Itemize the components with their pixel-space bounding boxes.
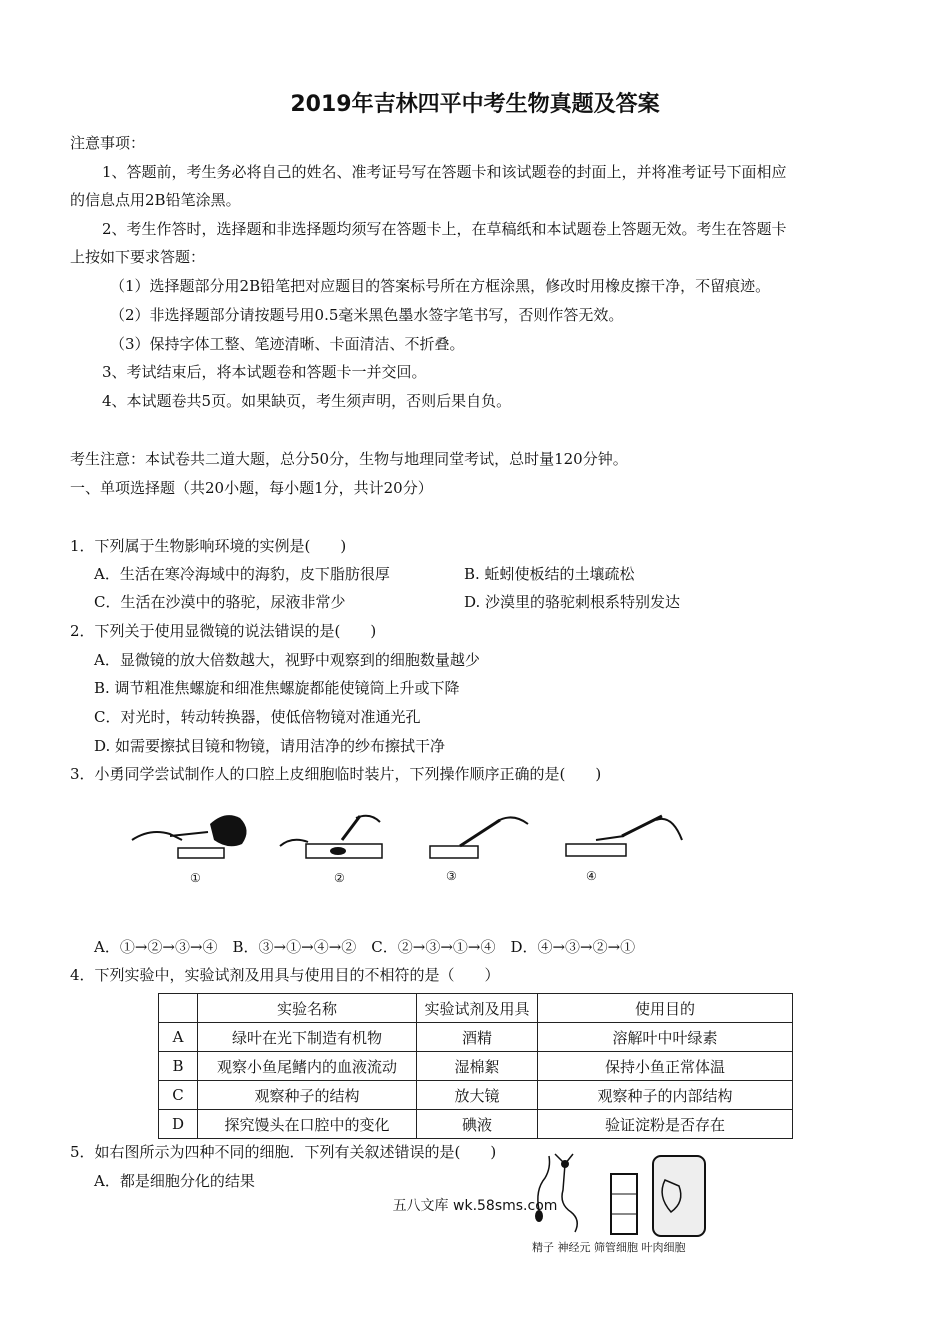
notice-sub3: （3）保持字体工整、笔迹清晰、卡面清洁、不折叠。	[110, 335, 465, 353]
notice-p1-line1: 1、答题前，考生务必将自己的姓名、准考证号写在答题卡和该试题卷的封面上，并将准考证号下面相应	[102, 163, 787, 181]
q5-option-a: A．都是细胞分化的结果	[94, 1172, 255, 1190]
notice-p1-line2: 的信息点用2B铅笔涂黑。	[70, 191, 241, 209]
hand-icon	[656, 819, 682, 840]
q3-label-2: ②	[334, 871, 345, 885]
q3-label-4: ④	[586, 869, 597, 883]
q2-option-d: D. 如需要擦拭目镜和物镜，请用洁净的纱布擦拭干净	[94, 737, 446, 755]
q1-stem: 1．下列属于生物影响环境的实例是( )	[70, 537, 347, 555]
q3-options: A．①→②→③→④ B．③→①→④→② C．②→③→①→④ D．④→③→②→①	[94, 938, 636, 956]
table-cell: 湿棉絮	[417, 1052, 538, 1081]
table-header-row	[159, 994, 793, 1023]
table-cell: 保持小鱼正常体温	[538, 1052, 793, 1081]
table-row	[159, 1023, 793, 1052]
q5-stem: 5．如右图所示为四种不同的细胞．下列有关叙述错误的是( )	[70, 1143, 497, 1161]
notice-p2-line2: 上按如下要求答题：	[70, 248, 206, 266]
table-cell: 验证淀粉是否存在	[538, 1110, 793, 1139]
notice-p2-line1: 2、考生作答时，选择题和非选择题均须写在答题卡上，在草稿纸和本试题卷上答题无效。考生在答题卡	[102, 220, 787, 238]
slide-icon	[430, 846, 478, 858]
table-header-cell: 使用目的	[538, 994, 793, 1023]
q3-figure-4	[562, 810, 692, 885]
table-row	[159, 1110, 793, 1139]
table-cell: 酒精	[417, 1023, 538, 1052]
notice-heading: 注意事项：	[70, 134, 146, 152]
notice-p4: 4、本试题卷共5页。如果缺页，考生须声明，否则后果自负。	[102, 392, 512, 410]
notice-sub1: （1）选择题部分用2B铅笔把对应题目的答案标号所在方框涂黑，修改时用橡皮擦干净，不留痕迹。	[110, 277, 771, 295]
q3-figure-3	[420, 810, 550, 885]
table-cell: B	[159, 1052, 198, 1081]
neuron-icon	[555, 1154, 577, 1232]
table-cell: 观察种子的结构	[198, 1081, 417, 1110]
swab-icon	[170, 832, 208, 836]
face-icon	[210, 815, 247, 846]
q2-option-a: A．显微镜的放大倍数越大，视野中观察到的细胞数量越少	[94, 651, 480, 669]
notice-sub2: （2）非选择题部分请按题号用0.5毫米黑色墨水签字笔书写，否则作答无效。	[110, 306, 624, 324]
table-cell: 观察种子的内部结构	[538, 1081, 793, 1110]
hand-icon	[496, 817, 528, 824]
dropper-icon	[342, 816, 360, 840]
q3-stem: 3．小勇同学尝试制作人的口腔上皮细胞临时装片，下列操作顺序正确的是( )	[70, 765, 602, 783]
q5-figure	[525, 1150, 720, 1240]
table-cell: C	[159, 1081, 198, 1110]
exam-note: 考生注意：本试卷共二道大题，总分50分，生物与地理同堂考试，总时量120分钟。	[70, 450, 628, 468]
q2-stem: 2．下列关于使用显微镜的说法错误的是( )	[70, 622, 377, 640]
table-header-cell: 实验名称	[198, 994, 417, 1023]
table-cell: D	[159, 1110, 198, 1139]
q1-option-a: A．生活在寒冷海域中的海豹，皮下脂肪很厚	[94, 565, 390, 583]
table-cell: A	[159, 1023, 198, 1052]
q1-option-d: D. 沙漠里的骆驼刺根系特别发达	[464, 593, 681, 611]
q3-label-1: ①	[190, 871, 201, 885]
table-cell: 观察小鱼尾鳍内的血液流动	[198, 1052, 417, 1081]
table-header-cell: 实验试剂及用具	[417, 994, 538, 1023]
watermark: 五八文库 wk.58sms.com	[392, 1198, 558, 1214]
table-cell: 放大镜	[417, 1081, 538, 1110]
q4-table	[158, 993, 793, 1139]
hand-icon	[280, 840, 308, 846]
table-cell: 溶解叶中叶绿素	[538, 1023, 793, 1052]
q4-stem: 4．下列实验中，实验试剂及用具与使用目的不相符的是（ ）	[70, 966, 500, 984]
q1-option-c: C．生活在沙漠中的骆驼，尿液非常少	[94, 593, 346, 611]
table-row	[159, 1052, 793, 1081]
droplet-icon	[330, 847, 346, 855]
coverslip-icon	[596, 836, 624, 840]
table-cell: 探究馒头在口腔中的变化	[198, 1110, 417, 1139]
notice-p3: 3、考试结束后，将本试题卷和答题卡一并交回。	[102, 363, 427, 381]
dropper-icon	[460, 820, 500, 846]
slide-icon	[566, 844, 626, 856]
q2-option-c: C．对光时，转动转换器，使低倍物镜对准通光孔	[94, 708, 421, 726]
q3-label-3: ③	[446, 869, 457, 883]
page-title: 2019年吉林四平中考生物真题及答案	[290, 92, 660, 117]
slide-icon	[178, 848, 224, 858]
table-header-cell	[159, 994, 198, 1023]
q1-option-b: B. 蚯蚓使板结的土壤疏松	[464, 565, 635, 583]
table-cell: 碘液	[417, 1110, 538, 1139]
section-heading: 一、单项选择题（共20小题，每小题1分，共计20分）	[70, 479, 433, 497]
q5-figure-caption: 精子 神经元 筛管细胞 叶肉细胞	[532, 1241, 686, 1254]
table-cell: 绿叶在光下制造有机物	[198, 1023, 417, 1052]
table-row	[159, 1081, 793, 1110]
q2-option-b: B. 调节粗准焦螺旋和细准焦螺旋都能使镜筒上升或下降	[94, 679, 460, 697]
